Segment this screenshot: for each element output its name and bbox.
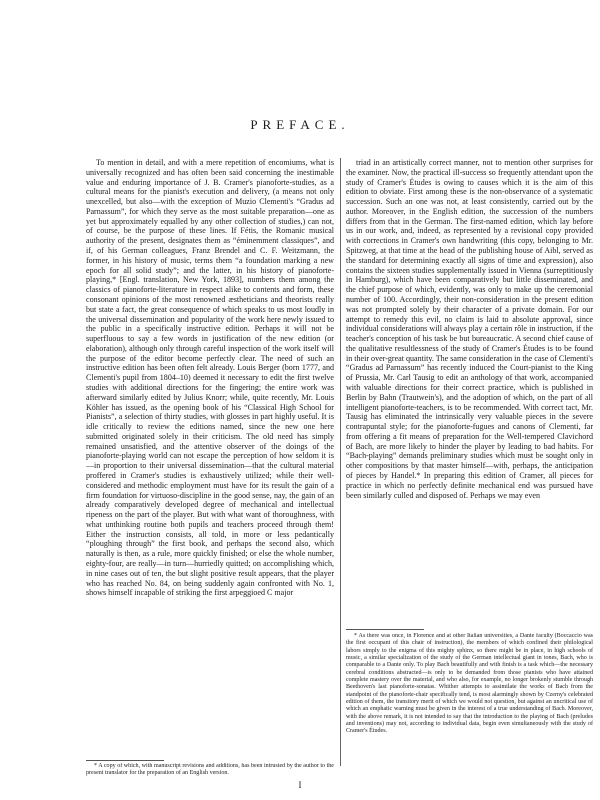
right-footnote	[346, 633, 593, 773]
left-footnote-text: * A copy of which, with manuscript revisions and additions, has been intrusted by the author to the present translator for the preparation of an English version.	[86, 763, 334, 777]
left-text-column	[86, 158, 334, 758]
right-footnote-text: * As there was once, in Florence and at other Italian universities, a Dante faculty (Boccaccio was the first occupant of this chair of instruction), the members of which confined their philological labors simply to the enigma of this mighty sphinx, so there might be in place, in high schools of music, a similar specialization of the study of the German intellectual giant in tones, Bach, who is comparable to a Dante only. To play Bach beautifully and with finish is a task which—the necessary cerebral conditions abstracted—is only to be demanded from those pianists who have attained complete mastery over the material, and who also, for example, no longer brokenly stumble through Beethoven's last pianoforte-sonatas. Whither attempts to assimilate the works of Bach from the standpoint of the pianoforte-chair specifically tend, is most alarmingly shown by Czerny's celebrated edition of them, the transitory merit of which we would not question, but against an uncritical use of which an emphatic warning must be given in the interest of a true understanding of Bach. Moreover, with the above remark, it is not intended to say that the introduction to the playing of Bach (preludes and inventions) may not, according to individual data, begin even simultaneously with the study of Cramer's Études.	[346, 633, 593, 735]
right-footnote-rule	[346, 629, 424, 630]
column-divider	[340, 158, 341, 766]
page-title: PREFACE.	[250, 117, 350, 132]
page-number: I	[298, 780, 302, 790]
right-column-text: triad in an artistically correct manner, not to mention other surprises for the examiner. Now, the practical ill-success so frequently attendant upon the study of Cramer's Études is owing to causes which it is the aim of this edition to obviate. First among these is the non-observance of a systematic succession. Such an one was not, at least consistently, carried out by the author. Moreover, in the English edition, the succession of the numbers differs from that in the German. The first-named edition, which lay before us in our work, and, indeed, as represented by a revisional copy provided with corrections in Cramer's own handwriting (this copy, belonging to Mr. Spitzweg, at that time at the head of the publishing house of Aibl, served as the standard for determining exactly all signs of time and expression), also contains the sixteen studies supplementally issued in Vienna (surreptitiously in Hamburg), which have been comparatively but little disseminated, and the chief purpose of which, evidently, was only to make up the ceremonial number of 100. Accordingly, their non-consideration in the present edition was not prompted solely by their character of a private domain. For our attempt to remedy this evil, no claim is laid to absolute approval, since individual considerations will always play a certain rôle in instruction, if the teacher's conception of his task be but bureaucratic. A second chief cause of the qualitative resultlessness of the study of Cramer's Études is to be found in their over-great quantity. The same consideration in the case of Clementi's “Gradus ad Parnassum” has recently induced the Court-pianist to the King of Prussia, Mr. Carl Tausig to edit an anthology of that work, accompanied with valuable directions for their correct practice, which is published in Berlin by Bahn (Trautwein's), and the adoption of which, on the part of all intelligent pianoforte-teachers, is to be recommended. With correct tact, Mr. Tausig has eliminated the intrinsically very valuable pieces in the severe contrapuntal style; for the pianoforte-fugues and canons of Clementi, far from offering a fit means of preparation for the Well-tempered Clavichord of Bach, are more likely to hinder the player by leading to bad habits. For “Bach-playing” demands preliminary studies which must be sought only in other compositions by that master himself—with, perhaps, the anticipation of pieces by Handel.* In preparing this edition of Cramer, all pieces for practice in which no perfectly definite mechanical end was pursued have been similarly culled and disposed of. Perhaps we may even	[346, 158, 593, 500]
left-footnote-rule	[86, 760, 164, 761]
left-column-text: To mention in detail, and with a mere repetition of encomiums, what is universally recognized and has often been said concerning the inestimable value and enduring importance of J. B. Cramer's pianoforte-studies, as a cultural means for the pianist's execution and delivery, (a means not only unexcelled, but also—with the exception of Muzio Clementi's “Gradus ad Parnassum”, for which they serve as the most suitable preparation—one as yet but approximately equalled by any other collection of studies,) can not, of course, be the purpose of these lines. If Fétis, the Romanic musical authority of the present, designates them as “éminemment classiques”, and if, of his German colleagues, Franz Brendel and C. F. Weitzmann, the former, in his history of music, terms them “a foundation marking a new epoch for all solid study”; and the latter, in his history of pianoforte-playing,* [Engl. translation, New York, 1893], numbers them among the classics of pianoforte-literature in respect alike to contents and form, these consonant opinions of the most renowned æstheticians and theorists really but state a fact, the great consequence of which speaks to us most loudly in the universal dissemination and popularity of the work here newly issued to the public in a specifically instructive edition. Perhaps it will not be superfluous to say a few words in justification of the new edition (or elaboration), although only through careful inspection of the work itself will the purpose of the editor become perfectly clear. The need of such an instructive edition has been often felt already. Louis Berger (born 1777, and Clementi's pupil from 1804–10) deemed it necessary to edit the first twelve studies with additional directions for the fingering; the entire work was afterward similarly edited by Julius Knorr; while, quite recently, Mr. Louis Köhler has issued, as the opening book of his “Classical High School for Pianists”, a selection of thirty studies, with glosses in part highly useful. It is idle critically to review the editions named, since the new one here submitted originated solely in their criticism. The old need has simply remained unsatisfied, and the attentive observer of the doings of the pianoforte-playing world can not escape the perception of how seldom it is—in proportion to their universal dissemination—that the cultural material proffered in Cramer's studies is exhaustively utilized; while their well-considered and methodic employment must have for its result the gain of a firm foundation for virtuoso-discipline in the good sense, nay, the gain of an already comparatively developed degree of mechanical and intellectual ripeness on the part of the player. But with what want of thoroughness, with what unthinking routine both pupils and teachers proceed through them! Either the instruction consists, all told, in more or less pedantically “ploughing through” the first book, and perhaps the second also, which naturally is then, as a rule, more quickly finished; or else the whole number, eighty-four, are really—in turn—hurriedly quitted; on accomplishing which, in nine cases out of ten, the but slight positive result appears, that the player who has reached No. 84, on being suddenly again confronted with No. 1, shows himself incapable of striking the first arpeggioed C major	[86, 158, 334, 598]
